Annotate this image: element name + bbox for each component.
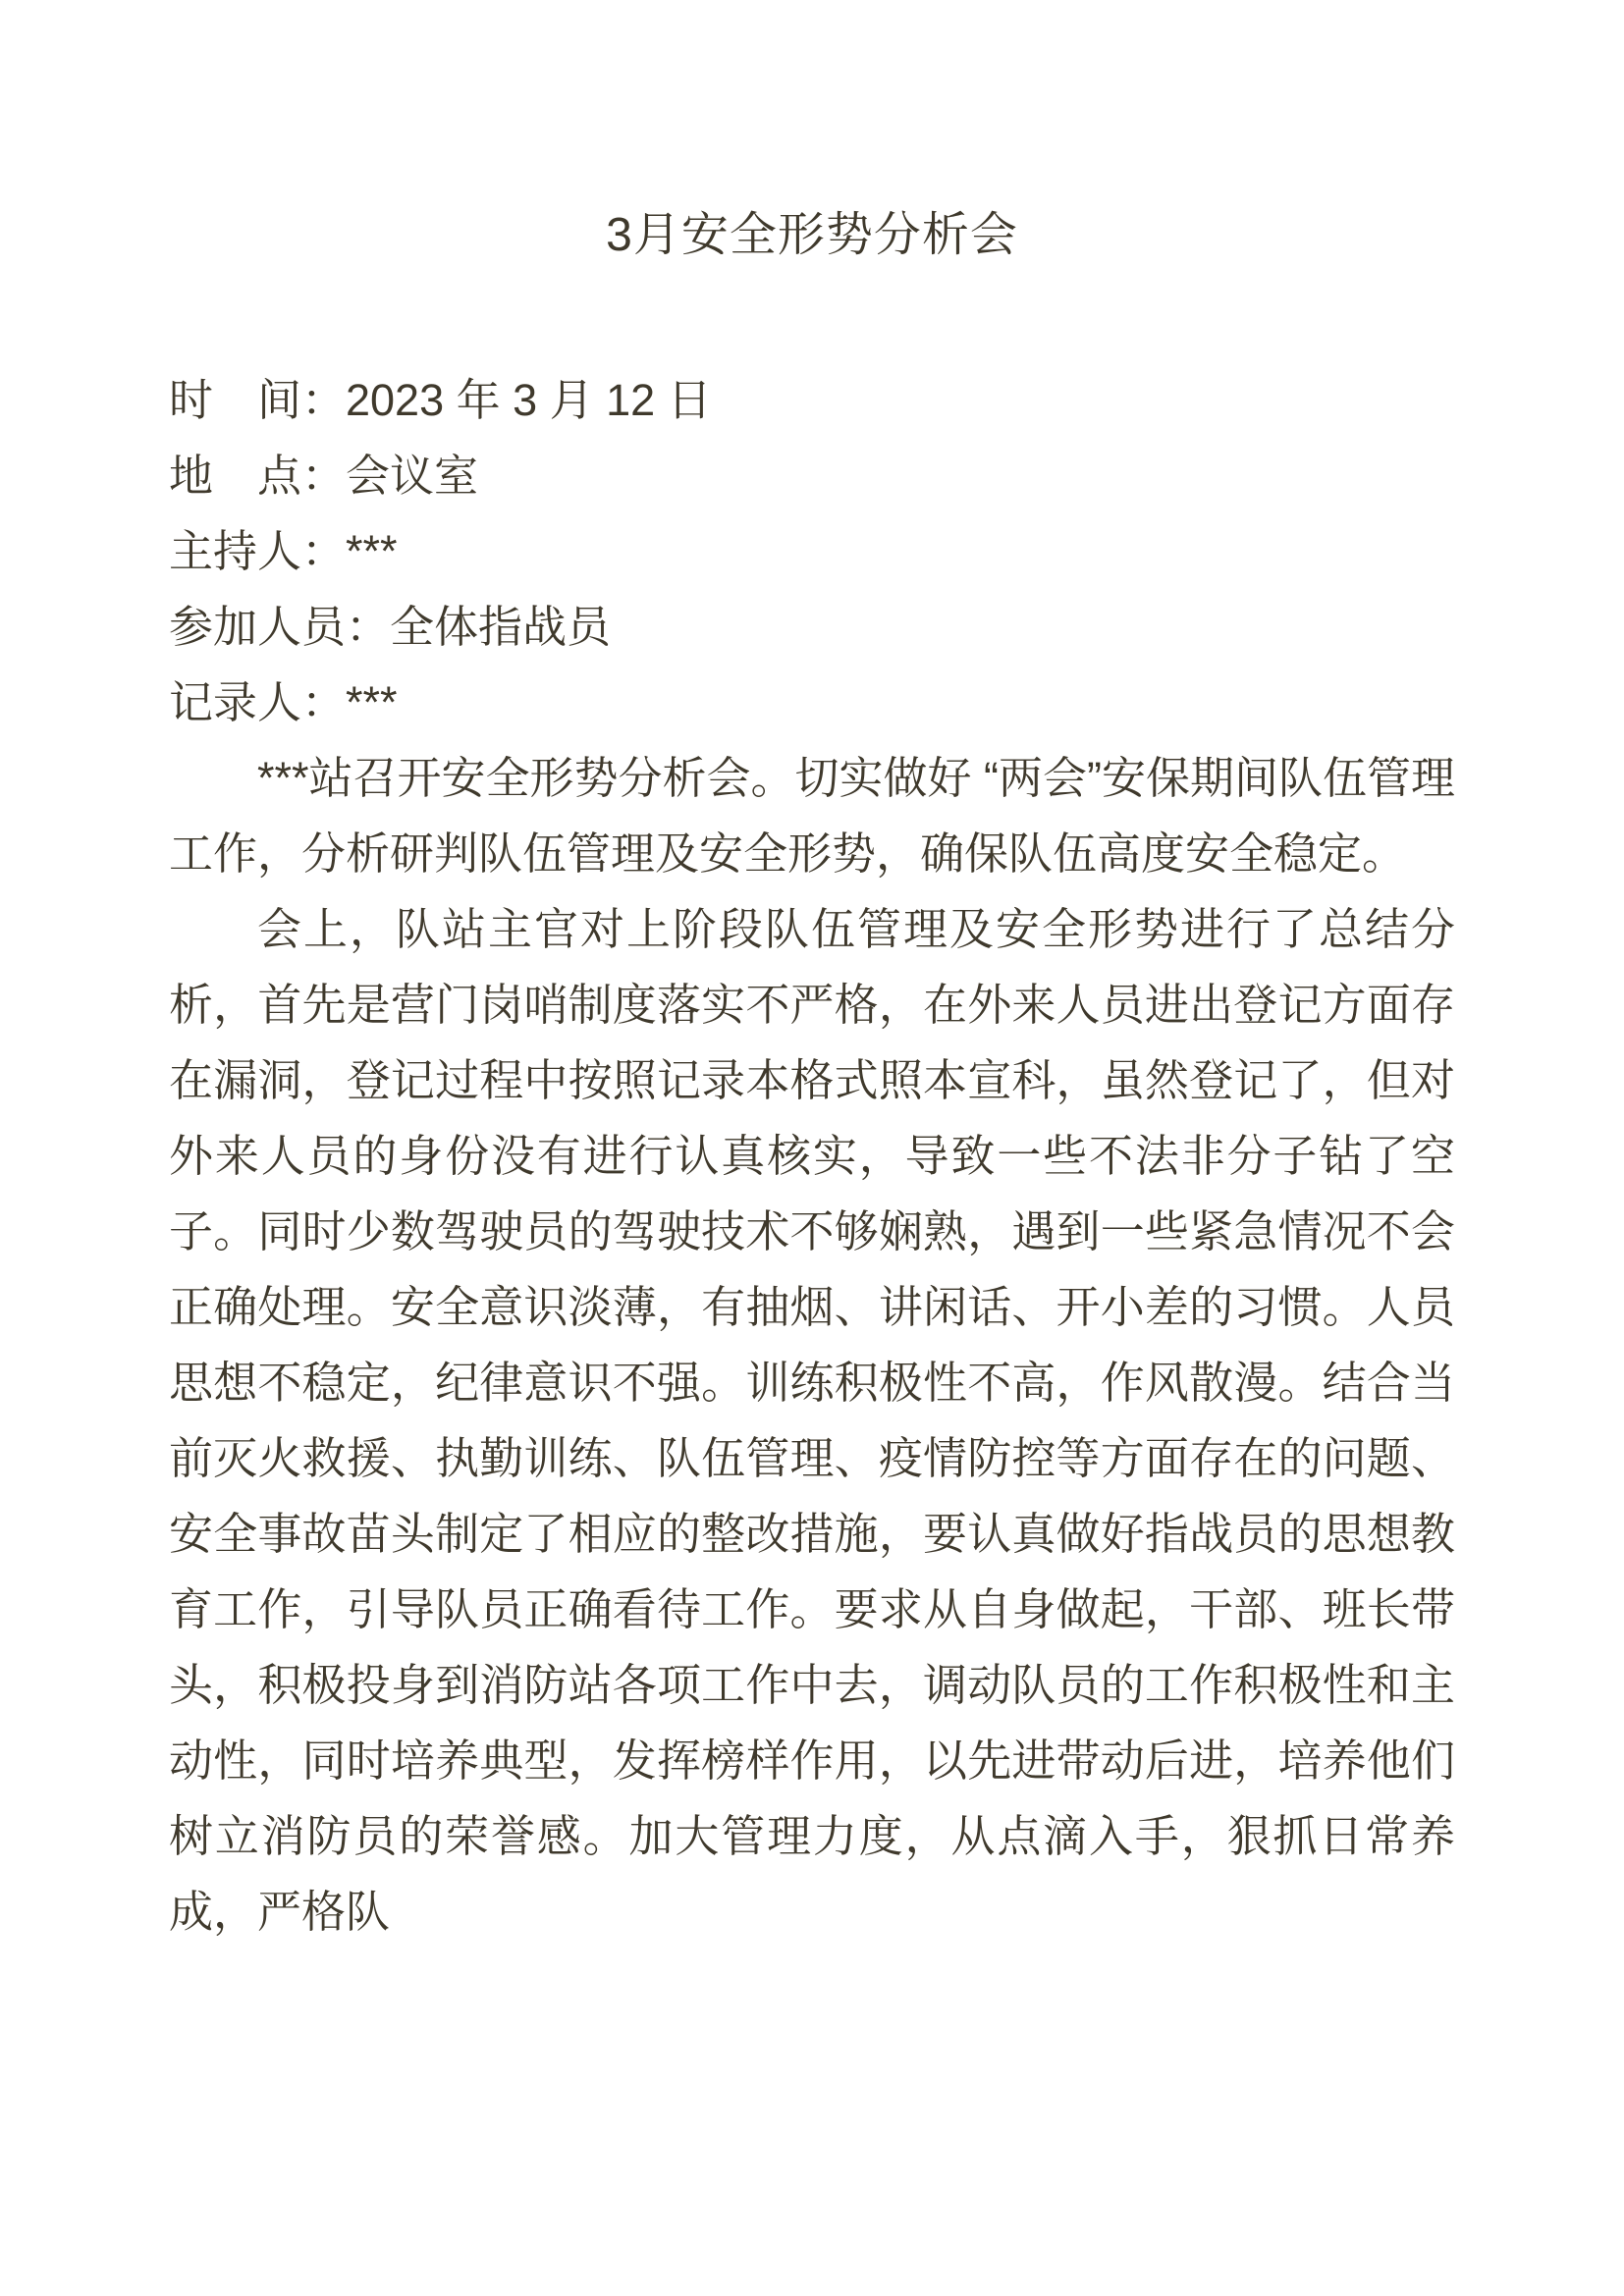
meta-line-time: 时 间：2023 年 3 月 12 日: [169, 375, 712, 425]
meta-block: [169, 362, 1455, 740]
document-body: [169, 740, 1455, 1949]
paragraph-intro: ***站召开安全形势分析会。切实做好 “两会”安保期间队伍管理工作，分析研判队伍管理及安全形势，确保队伍高度安全稳定。: [169, 753, 1456, 879]
meta-line-location: 地 点：会议室: [169, 451, 479, 501]
paragraph-analysis: 会上，队站主官对上阶段队伍管理及安全形势进行了总结分析，首先是营门岗哨制度落实不严格，在外来人员进出登记方面存在漏洞，登记过程中按照记录本格式照本宣科，虽然登记了，但对外来人员的身份没有进行认真核实，导致一些不法非分子钻了空子。同时少数驾驶员的驾驶技术不够娴熟，遇到一些紧急情况不会正确处理。安全意识淡薄，有抽烟、讲闲话、开小差的习惯。人员思想不稳定，纪律意识不强。训练积极性不高，作风散漫。结合当前灭火救援、执勤训练、队伍管理、疫情防控等方面存在的问题、安全事故苗头制定了相应的整改措施，要认真做好指战员的思想教育工作，引导队员正确看待工作。要求从自身做起，干部、班长带头，积极投身到消防站各项工作中去，调动队员的工作积极性和主动性，同时培养典型，发挥榜样作用，以先进带动后进，培养他们树立消防员的荣誉感。加大管理力度，从点滴入手，狠抓日常养成，严格队: [169, 904, 1455, 1937]
document-title: 3月安全形势分析会: [606, 209, 1018, 261]
meta-line-recorder: 记录人：***: [169, 677, 398, 727]
meta-line-host: 主持人：***: [169, 526, 398, 576]
meta-line-participants: 参加人员：全体指战员: [169, 602, 612, 652]
